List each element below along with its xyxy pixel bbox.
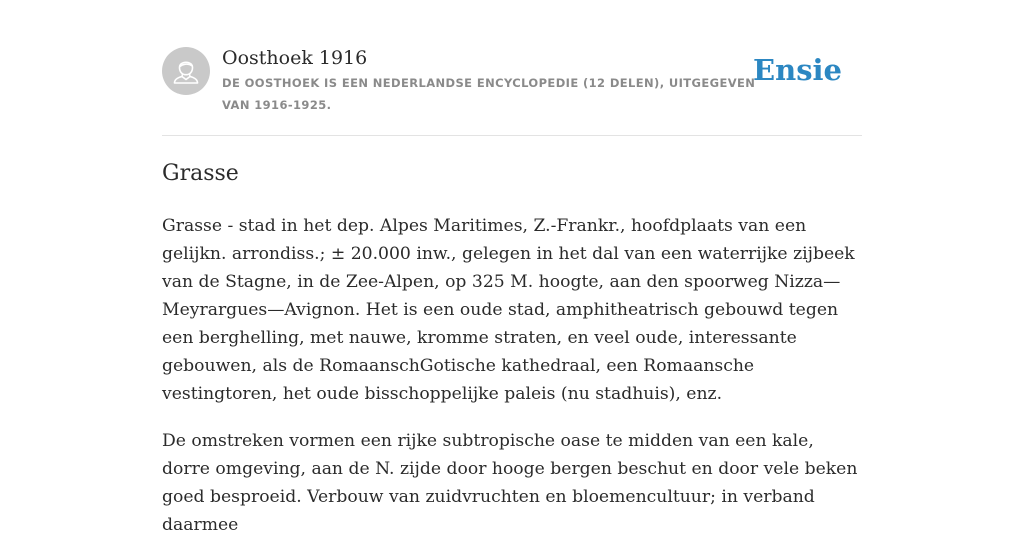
- author-header: [162, 46, 862, 136]
- article-body: [162, 212, 862, 558]
- author-name[interactable]: Oosthoek 1916: [222, 47, 368, 69]
- header-divider: [162, 135, 862, 136]
- article-paragraph: De omstreken vormen een rijke subtropische oase te midden van een kale, dorre omgeving, aan de N. zijde door hooge bergen beschut en door vele beken goed besproeid. Verbouw van zuidvruchten en bloemencultuur; in verband daarmee: [162, 431, 858, 535]
- ensie-logo[interactable]: Ensie: [753, 53, 842, 87]
- author-description: DE OOSTHOEK IS EEN NEDERLANDSE ENCYCLOPEDIE (12 DELEN), UITGEGEVEN VAN 1916-1925.: [222, 76, 756, 112]
- user-silhouette-icon: [162, 47, 210, 95]
- article-paragraph: Grasse - stad in het dep. Alpes Maritimes, Z.-Frankr., hoofdplaats van een gelijkn. arrondiss.; ± 20.000 inw., gelegen in het dal van een waterrijke zijbeek van de Stagne, in de Zee-Alpen, op 325 M. hoogte, aan den spoorweg Nizza—Meyrargues—Avignon. Het is een oude stad, amphitheatrisch gebouwd tegen een berghelling, met nauwe, kromme straten, en veel oude, interessante gebouwen, als de RomaanschGotische kathedraal, een Romaansche vestingtoren, het oude bisschoppelijke paleis (nu stadhuis), enz.: [162, 216, 855, 404]
- article-title: Grasse: [162, 161, 239, 186]
- author-avatar[interactable]: [162, 47, 210, 95]
